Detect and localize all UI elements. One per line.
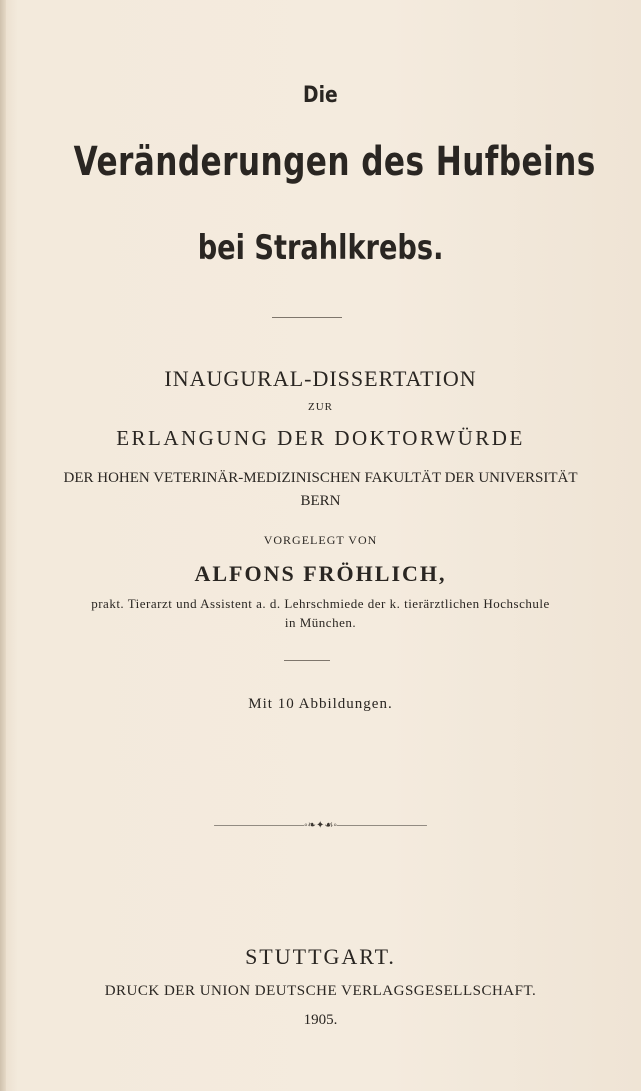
erlangung-heading: ERLANGUNG DER DOKTORWÜRDE <box>116 426 525 450</box>
faculty-line: DER HOHEN VETERINÄR-MEDIZINISCHEN FAKULTÄT DER UNIVERSITÄT <box>63 470 578 486</box>
ornament-divider: —————————◦❧✦☙◦————————— <box>214 820 427 831</box>
city-line: BERN <box>300 493 341 509</box>
zur-label: ZUR <box>308 401 333 413</box>
publication-place: STUTTGART. <box>245 944 396 969</box>
author-role-line-1: prakt. Tierarzt und Assistent a. d. Lehrschmiede der k. tierärztlichen Hochschule <box>91 596 550 611</box>
illustrations-note: Mit 10 Abbildungen. <box>248 696 393 712</box>
divider-rule <box>272 317 342 318</box>
printer-line: DRUCK DER UNION DEUTSCHE VERLAGSGESELLSCHAFT. <box>104 983 537 999</box>
subtitle: bei Strahlkrebs. <box>197 228 444 268</box>
title-prefix: Die <box>303 83 338 108</box>
vorgelegt-label: VORGELEGT VON <box>263 533 378 547</box>
publication-year: 1905. <box>303 1012 338 1028</box>
main-title: Veränderungen des Hufbeins <box>73 139 596 185</box>
dissertation-heading: INAUGURAL-DISSERTATION <box>164 366 477 391</box>
divider-rule-small <box>284 660 330 661</box>
author-role-line-2: in München. <box>284 615 357 630</box>
author-name: ALFONS FRÖHLICH, <box>194 561 447 586</box>
